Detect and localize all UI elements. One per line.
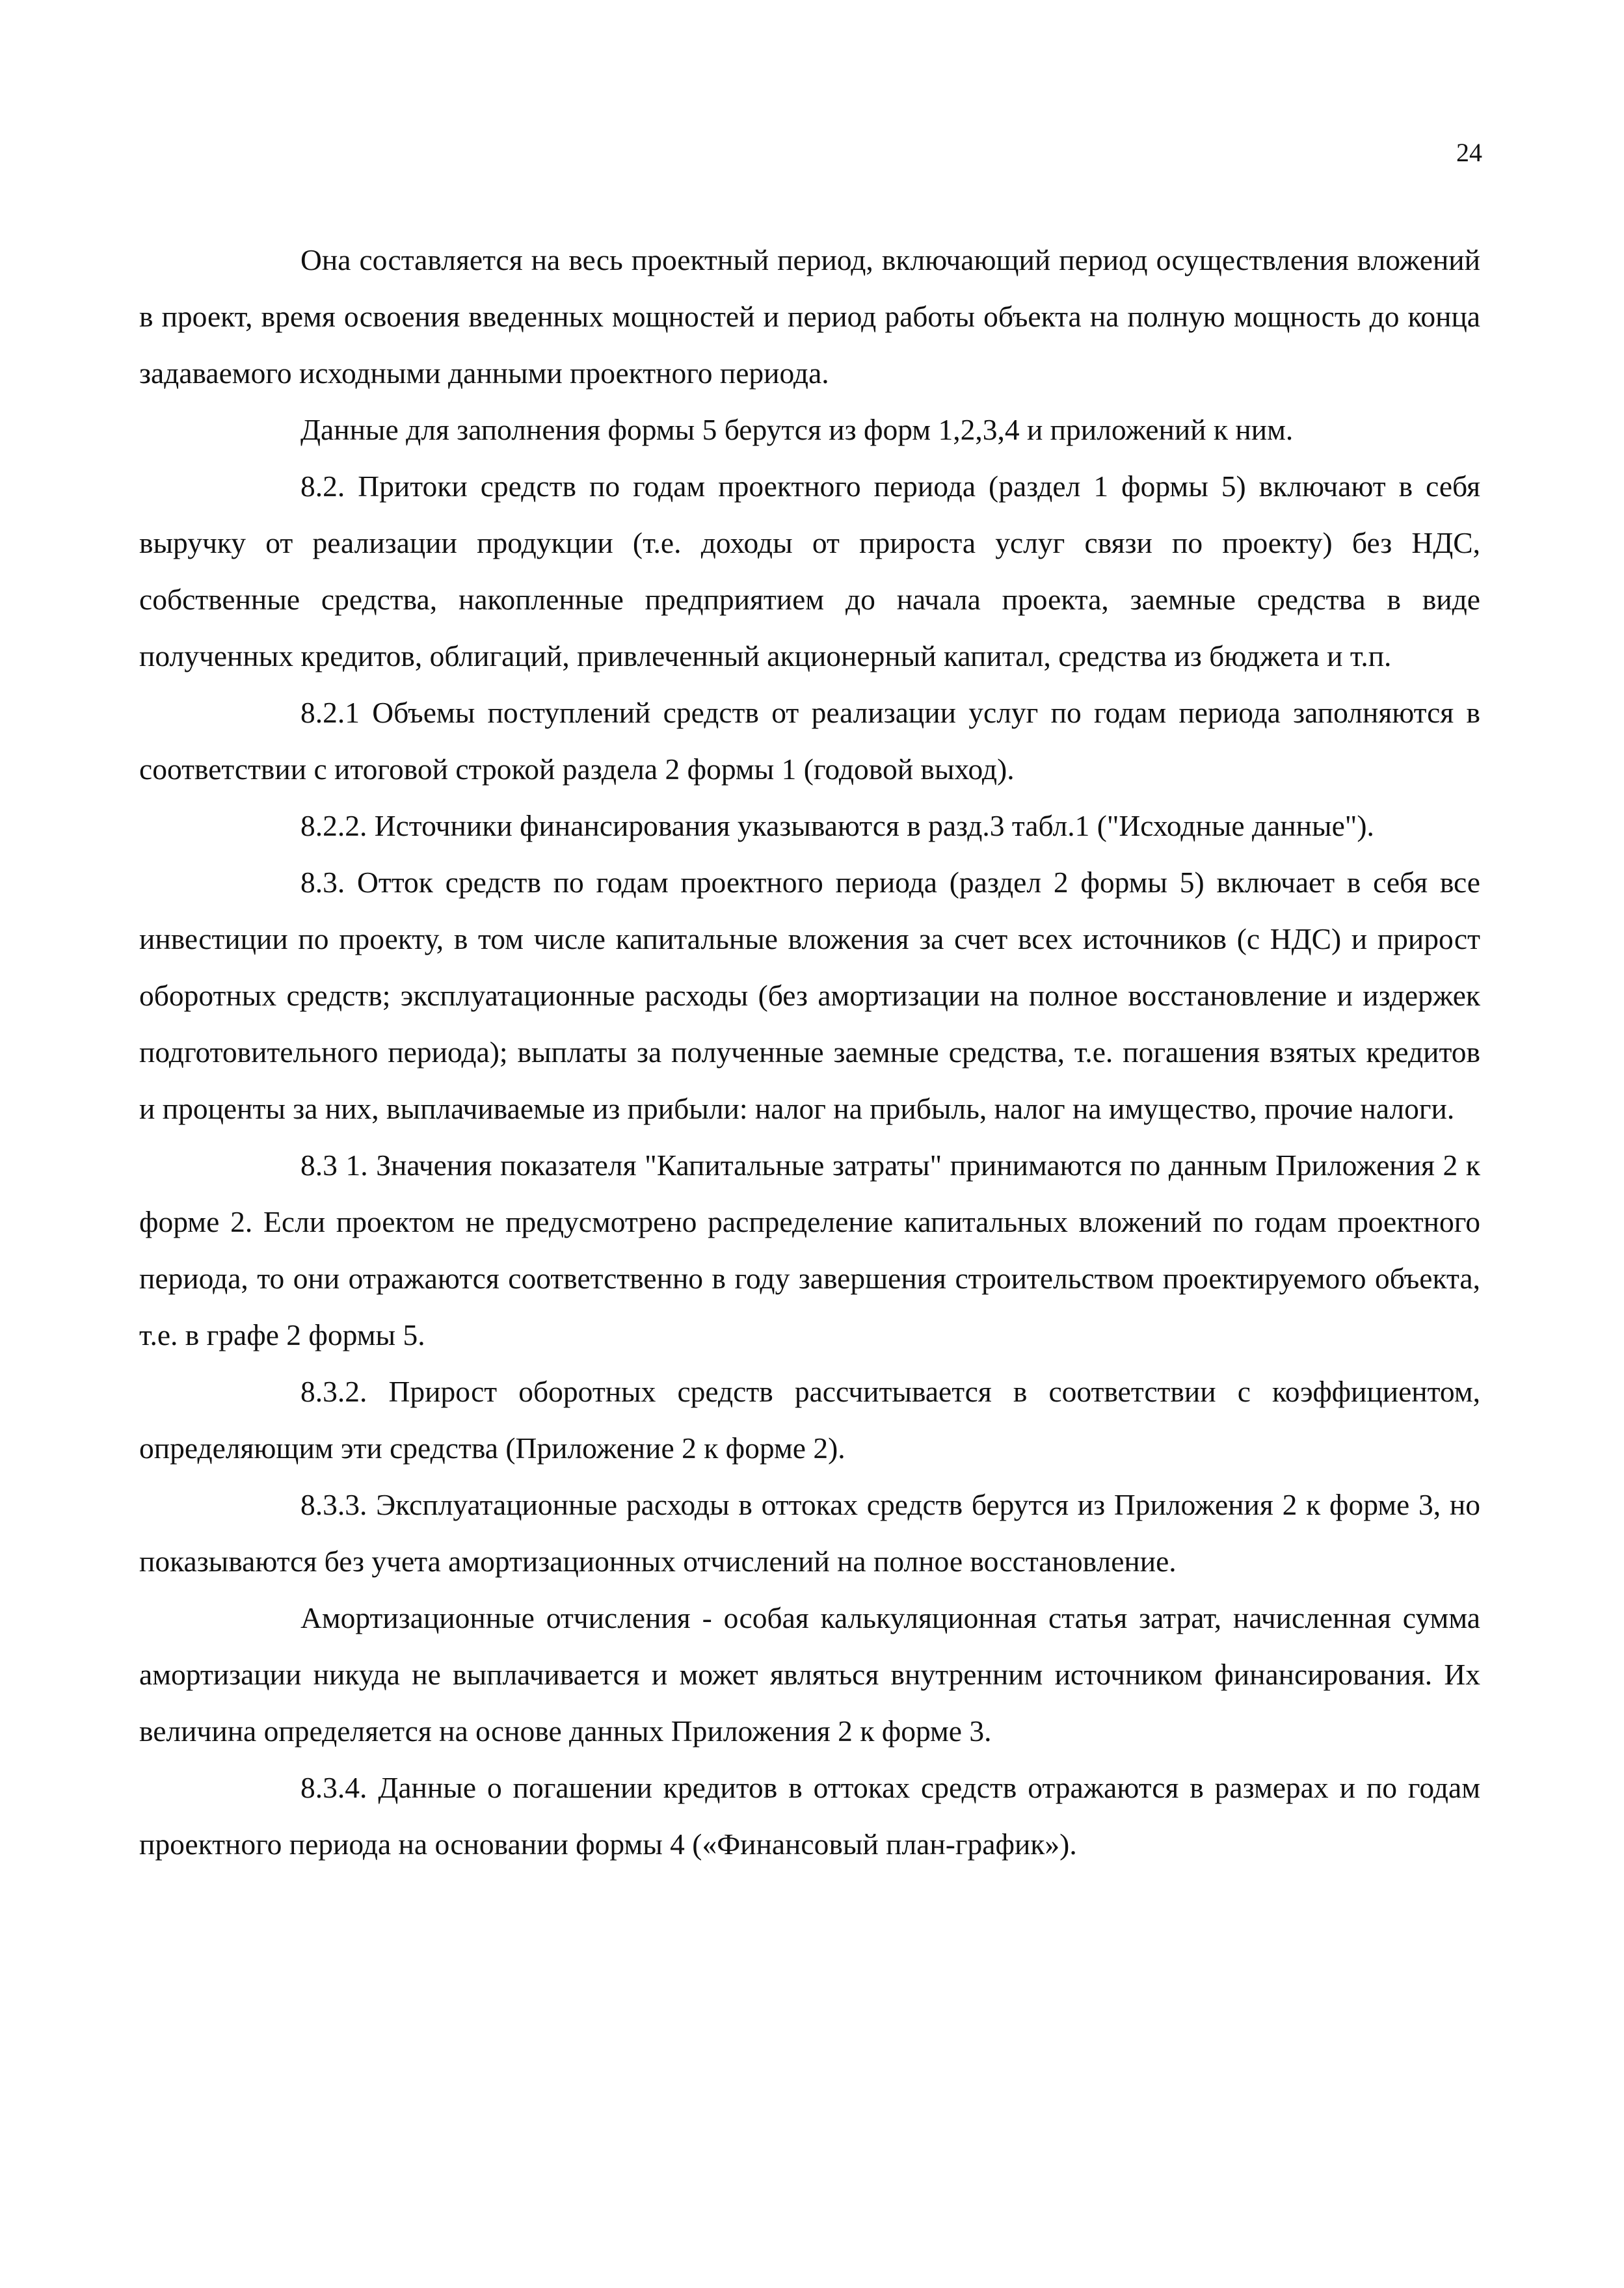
document-body — [139, 232, 1480, 1872]
paragraph-8-3-3: 8.3.3. Эксплуатационные расходы в оттоках средств берутся из Приложения 2 к форме 3, но показываются без учета амортизационных отчислений на полное восстановление. — [139, 1488, 1480, 1578]
paragraph-amortization: Амортизационные отчисления - особая калькуляционная статья затрат, начисленная сумма амортизации никуда не выплачивается и может являться внутренним источником финансирования. Их величина определяется на основе данных Приложения 2 к форме 3. — [139, 1601, 1480, 1748]
paragraph-intro: Она составляется на весь проектный период, включающий период осуществления вложений в проект, время освоения введенных мощностей и период работы объекта на полную мощность до конца задаваемого исходными данными проектного периода. — [139, 243, 1480, 390]
paragraph-8-2: 8.2. Притоки средств по годам проектного периода (раздел 1 формы 5) включают в себя выручку от реализации продукции (т.е. доходы от прироста услуг связи по проекту) без НДС, собственные средства, накопленные предприятием до начала проекта, заемные средства в виде полученных кредитов, облигаций, привлеченный акционерный капитал, средства из бюджета и т.п. — [139, 470, 1480, 672]
paragraph-form5-sources: Данные для заполнения формы 5 берутся из форм 1,2,3,4 и приложений к ним. — [300, 413, 1294, 446]
paragraph-8-2-2: 8.2.2. Источники финансирования указываются в разд.3 табл.1 ("Исходные данные"). — [300, 809, 1374, 842]
paragraph-8-3-4: 8.3.4. Данные о погашении кредитов в оттоках средств отражаются в размерах и по годам проектного периода на основании формы 4 («Финансовый план-график»). — [139, 1771, 1480, 1861]
paragraph-8-2-1: 8.2.1 Объемы поступлений средств от реализации услуг по годам периода заполняются в соответствии с итоговой строкой раздела 2 формы 1 (годовой выход). — [139, 696, 1480, 786]
paragraph-8-3-2: 8.3.2. Прирост оборотных средств рассчитывается в соответствии с коэффициентом, определяющим эти средства (Приложение 2 к форме 2). — [139, 1375, 1480, 1465]
page-number: 24 — [1456, 138, 1482, 167]
paragraph-8-3-1: 8.3 1. Значения показателя "Капитальные затраты" принимаются по данным Приложения 2 к форме 2. Если проектом не предусмотрено распределение капитальных вложений по годам проектного периода, то они отражаются соответственно в году завершения строительством проектируемого объекта, т.е. в графе 2 формы 5. — [139, 1149, 1480, 1351]
paragraph-8-3: 8.3. Отток средств по годам проектного периода (раздел 2 формы 5) включает в себя все инвестиции по проекту, в том числе капитальные вложения за счет всех источников (с НДС) и прирост оборотных средств; эксплуатационные расходы (без амортизации на полное восстановление и издержек подготовительного периода); выплаты за полученные заемные средства, т.е. погашения взятых кредитов и проценты за них, выплачиваемые из прибыли: налог на прибыль, налог на имущество, прочие налоги. — [139, 866, 1480, 1125]
